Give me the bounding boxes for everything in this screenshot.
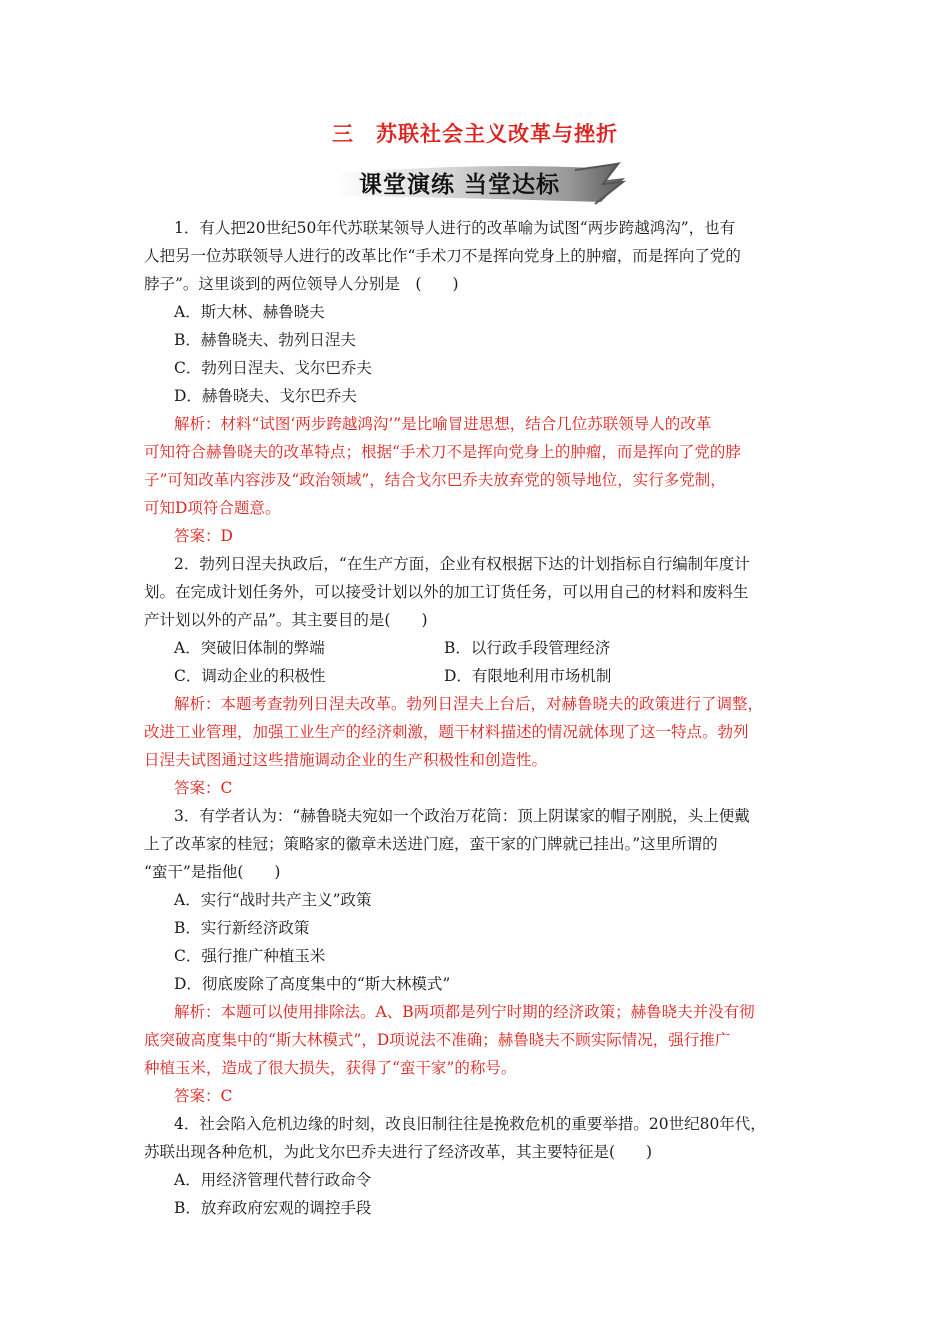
q2-answer: 答案：C <box>174 779 233 797</box>
q3-line: “蛮干”是指他( ) <box>144 863 281 881</box>
q1-option-c: C．勃列日涅夫、戈尔巴乔夫 <box>174 359 372 377</box>
q3-option-b: B．实行新经济政策 <box>174 919 310 937</box>
q3-analysis: 种植玉米，造成了很大损失，获得了“蛮干家”的称号。 <box>144 1059 517 1077</box>
q2-option-b: B．以行政手段管理经济 <box>444 639 611 657</box>
q3-line: 3．有学者认为：“赫鲁晓夫宛如一个政治万花筒：顶上阴谋家的帽子刚脱，头上便戴 <box>174 807 750 825</box>
q1-analysis: 解析：材料“试图‘两步跨越鸿沟’”是比喻冒进思想，结合几位苏联领导人的改革 <box>174 415 712 433</box>
q2-option-a: A．突破旧体制的弊端 <box>174 639 325 657</box>
q1-analysis: 子”可知改革内容涉及“政治领域”，结合戈尔巴乔夫放弃党的领导地位，实行多党制， <box>144 471 726 489</box>
lesson-title: 三 苏联社会主义改革与挫折 <box>332 122 618 146</box>
q1-option-a: A．斯大林、赫鲁晓夫 <box>174 303 325 321</box>
q3-line: 上了改革家的桂冠；策略家的徽章未送进门庭，蛮干家的门牌就已挂出。”这里所谓的 <box>144 835 718 853</box>
q3-option-a: A．实行“战时共产主义”政策 <box>174 891 372 909</box>
q2-line: 2．勃列日涅夫执政后，“在生产方面，企业有权根据下达的计划指标自行编制年度计 <box>174 555 750 573</box>
q3-option-d: D．彻底废除了高度集中的“斯大林模式” <box>174 975 451 993</box>
q3-option-c: C．强行推广种植玉米 <box>174 947 326 965</box>
q1-option-d: D．赫鲁晓夫、戈尔巴乔夫 <box>174 387 357 405</box>
q4-line: 4．社会陷入危机边缘的时刻，改良旧制往往是挽救危机的重要举措。20世纪80年代， <box>174 1115 766 1133</box>
q4-option-a: A．用经济管理代替行政命令 <box>174 1171 372 1189</box>
q1-line: 脖子”。这里谈到的两位领导人分别是 ( ) <box>144 275 459 293</box>
q2-analysis: 解析：本题考查勃列日涅夫改革。勃列日涅夫上台后，对赫鲁晓夫的政策进行了调整， <box>174 695 764 713</box>
q4-line: 苏联出现各种危机，为此戈尔巴乔夫进行了经济改革，其主要特征是( ) <box>144 1143 653 1161</box>
q2-analysis: 日涅夫试图通过这些措施调动企业的生产积极性和创造性。 <box>144 751 548 769</box>
banner-text: 课堂演练 当堂达标 <box>359 172 561 198</box>
q2-option-c: C．调动企业的积极性 <box>174 667 326 685</box>
q3-analysis: 解析：本题可以使用排除法。A、B两项都是列宁时期的经济政策；赫鲁晓夫并没有彻 <box>174 1003 755 1021</box>
q1-line: 1．有人把20世纪50年代苏联某领导人进行的改革喻为试图“两步跨越鸿沟”，也有 <box>174 219 736 237</box>
q2-option-d: D．有限地利用市场机制 <box>444 667 612 685</box>
q4-option-b: B．放弃政府宏观的调控手段 <box>174 1199 372 1217</box>
q3-analysis: 底突破高度集中的“斯大林模式”，D项说法不准确；赫鲁晓夫不顾实际情况，强行推广 <box>144 1031 731 1049</box>
q2-line: 产计划以外的产品”。其主要目的是( ) <box>144 611 428 629</box>
q1-analysis: 可知符合赫鲁晓夫的改革特点；根据“手术刀不是挥向党身上的肿瘤，而是挥向了党的脖 <box>144 443 741 461</box>
q1-analysis: 可知D项符合题意。 <box>144 499 281 517</box>
section-banner <box>325 158 627 206</box>
q2-line: 划。在完成计划任务外，可以接受计划以外的加工订货任务，可以用自己的材料和废料生 <box>144 583 749 601</box>
q1-answer: 答案：D <box>174 527 233 545</box>
q1-line: 人把另一位苏联领导人进行的改革比作“手术刀不是挥向党身上的肿瘤，而是挥向了党的 <box>144 247 741 265</box>
q2-analysis: 改进工业管理，加强工业生产的经济刺激，题干材料描述的情况就体现了这一特点。勃列 <box>144 723 749 741</box>
q3-answer: 答案：C <box>174 1087 233 1105</box>
q1-option-b: B．赫鲁晓夫、勃列日涅夫 <box>174 331 356 349</box>
